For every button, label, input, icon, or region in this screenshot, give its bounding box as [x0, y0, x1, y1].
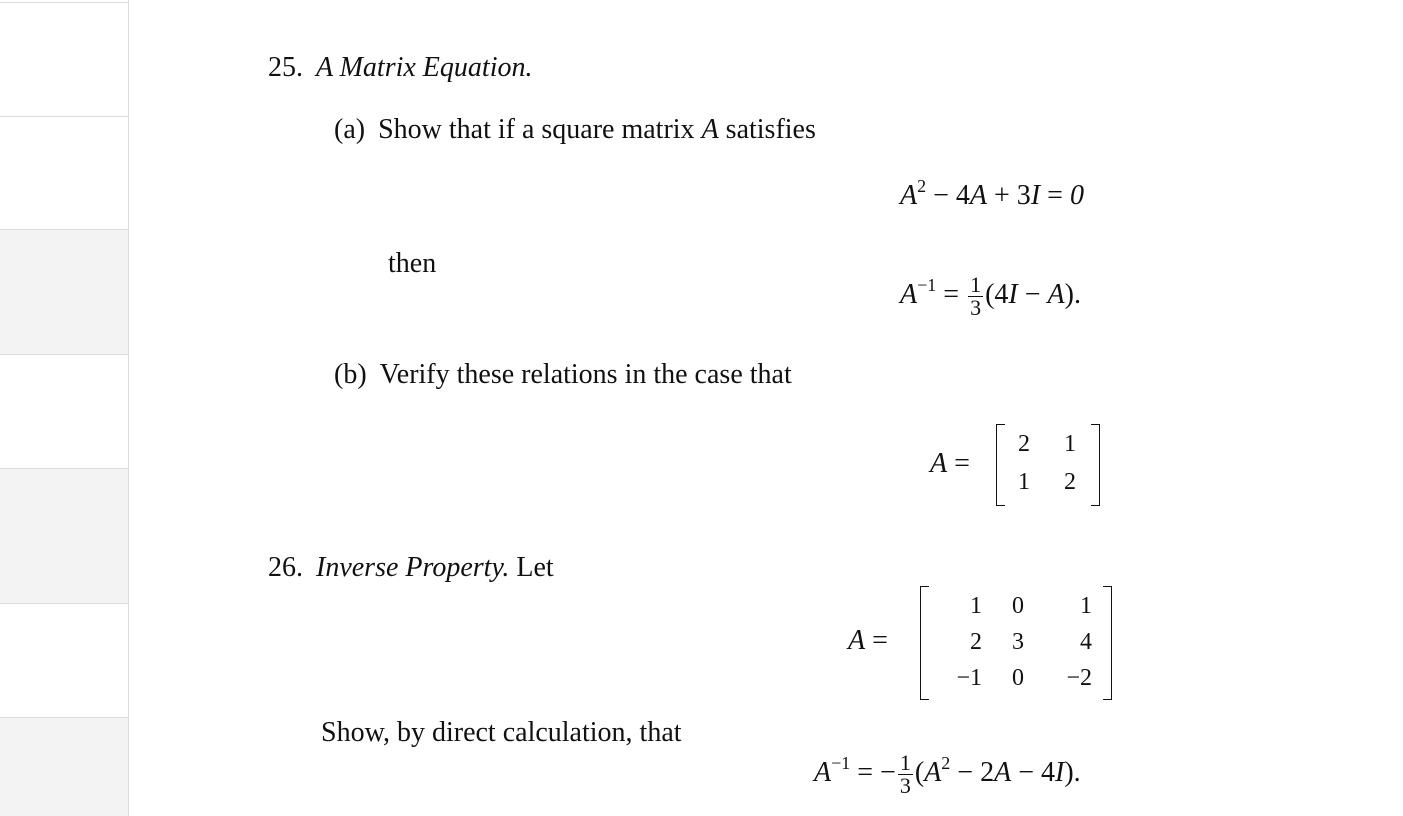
part-a-label: (a)	[334, 114, 366, 145]
matrix-cell: −1	[956, 665, 982, 691]
matrix-cell: 4	[1080, 629, 1092, 655]
matrix-cell: −2	[1066, 665, 1092, 691]
part-b-line	[334, 361, 792, 389]
matrix-cell: 1	[1018, 469, 1030, 495]
matrix-cell: 0	[1012, 593, 1024, 619]
show-text: Show, by direct calculation, that	[321, 717, 682, 748]
then-text: then	[388, 248, 437, 279]
matrix-cell: 0	[1012, 665, 1024, 691]
problem-title-after: Let	[516, 552, 554, 583]
problem-number: 26.	[268, 552, 303, 583]
part-a-text: Show that if a square matrix	[378, 114, 695, 145]
part-a-line	[334, 116, 816, 144]
matrix-cell: 2	[970, 629, 982, 655]
part-a-var: A	[701, 114, 719, 145]
problem-title: Inverse Property.	[316, 552, 510, 583]
matrix-cell: 1	[1064, 431, 1076, 457]
matrix-3x3	[920, 586, 1112, 700]
part-a-end: satisfies	[725, 114, 816, 145]
part-b-label: (b)	[334, 359, 367, 390]
equation-inverse-a: $A^{-1}$ = $\frac{1}{3}$ (4I − A).	[900, 272, 1081, 320]
matrix-cell: 2	[1064, 469, 1076, 495]
problem-25-heading	[268, 54, 532, 82]
matrix-a-label: A =	[848, 625, 888, 656]
problem-number: 25.	[268, 52, 303, 83]
problem-26-heading	[268, 554, 554, 582]
equation-quadratic: $A^2 - 4A + 3I = 0$	[900, 176, 1084, 211]
equation-inverse-b: $A^{-1}$ = − $\frac{1}{3}$ $(A^2 - 2A - 4I)$.	[814, 750, 1081, 798]
matrix-cell: 1	[970, 593, 982, 619]
bracket-left	[920, 586, 929, 700]
part-b-text: Verify these relations in the case that	[379, 359, 792, 390]
matrix-cell: 1	[1080, 593, 1092, 619]
bracket-right	[1091, 424, 1100, 506]
matrix-a-label: A =	[930, 448, 970, 479]
matrix-2x2	[996, 424, 1100, 506]
matrix-cell: 2	[1018, 431, 1030, 457]
problem-title: A Matrix Equation.	[316, 52, 533, 83]
bracket-right	[1103, 586, 1112, 700]
matrix-cell: 3	[1012, 629, 1024, 655]
